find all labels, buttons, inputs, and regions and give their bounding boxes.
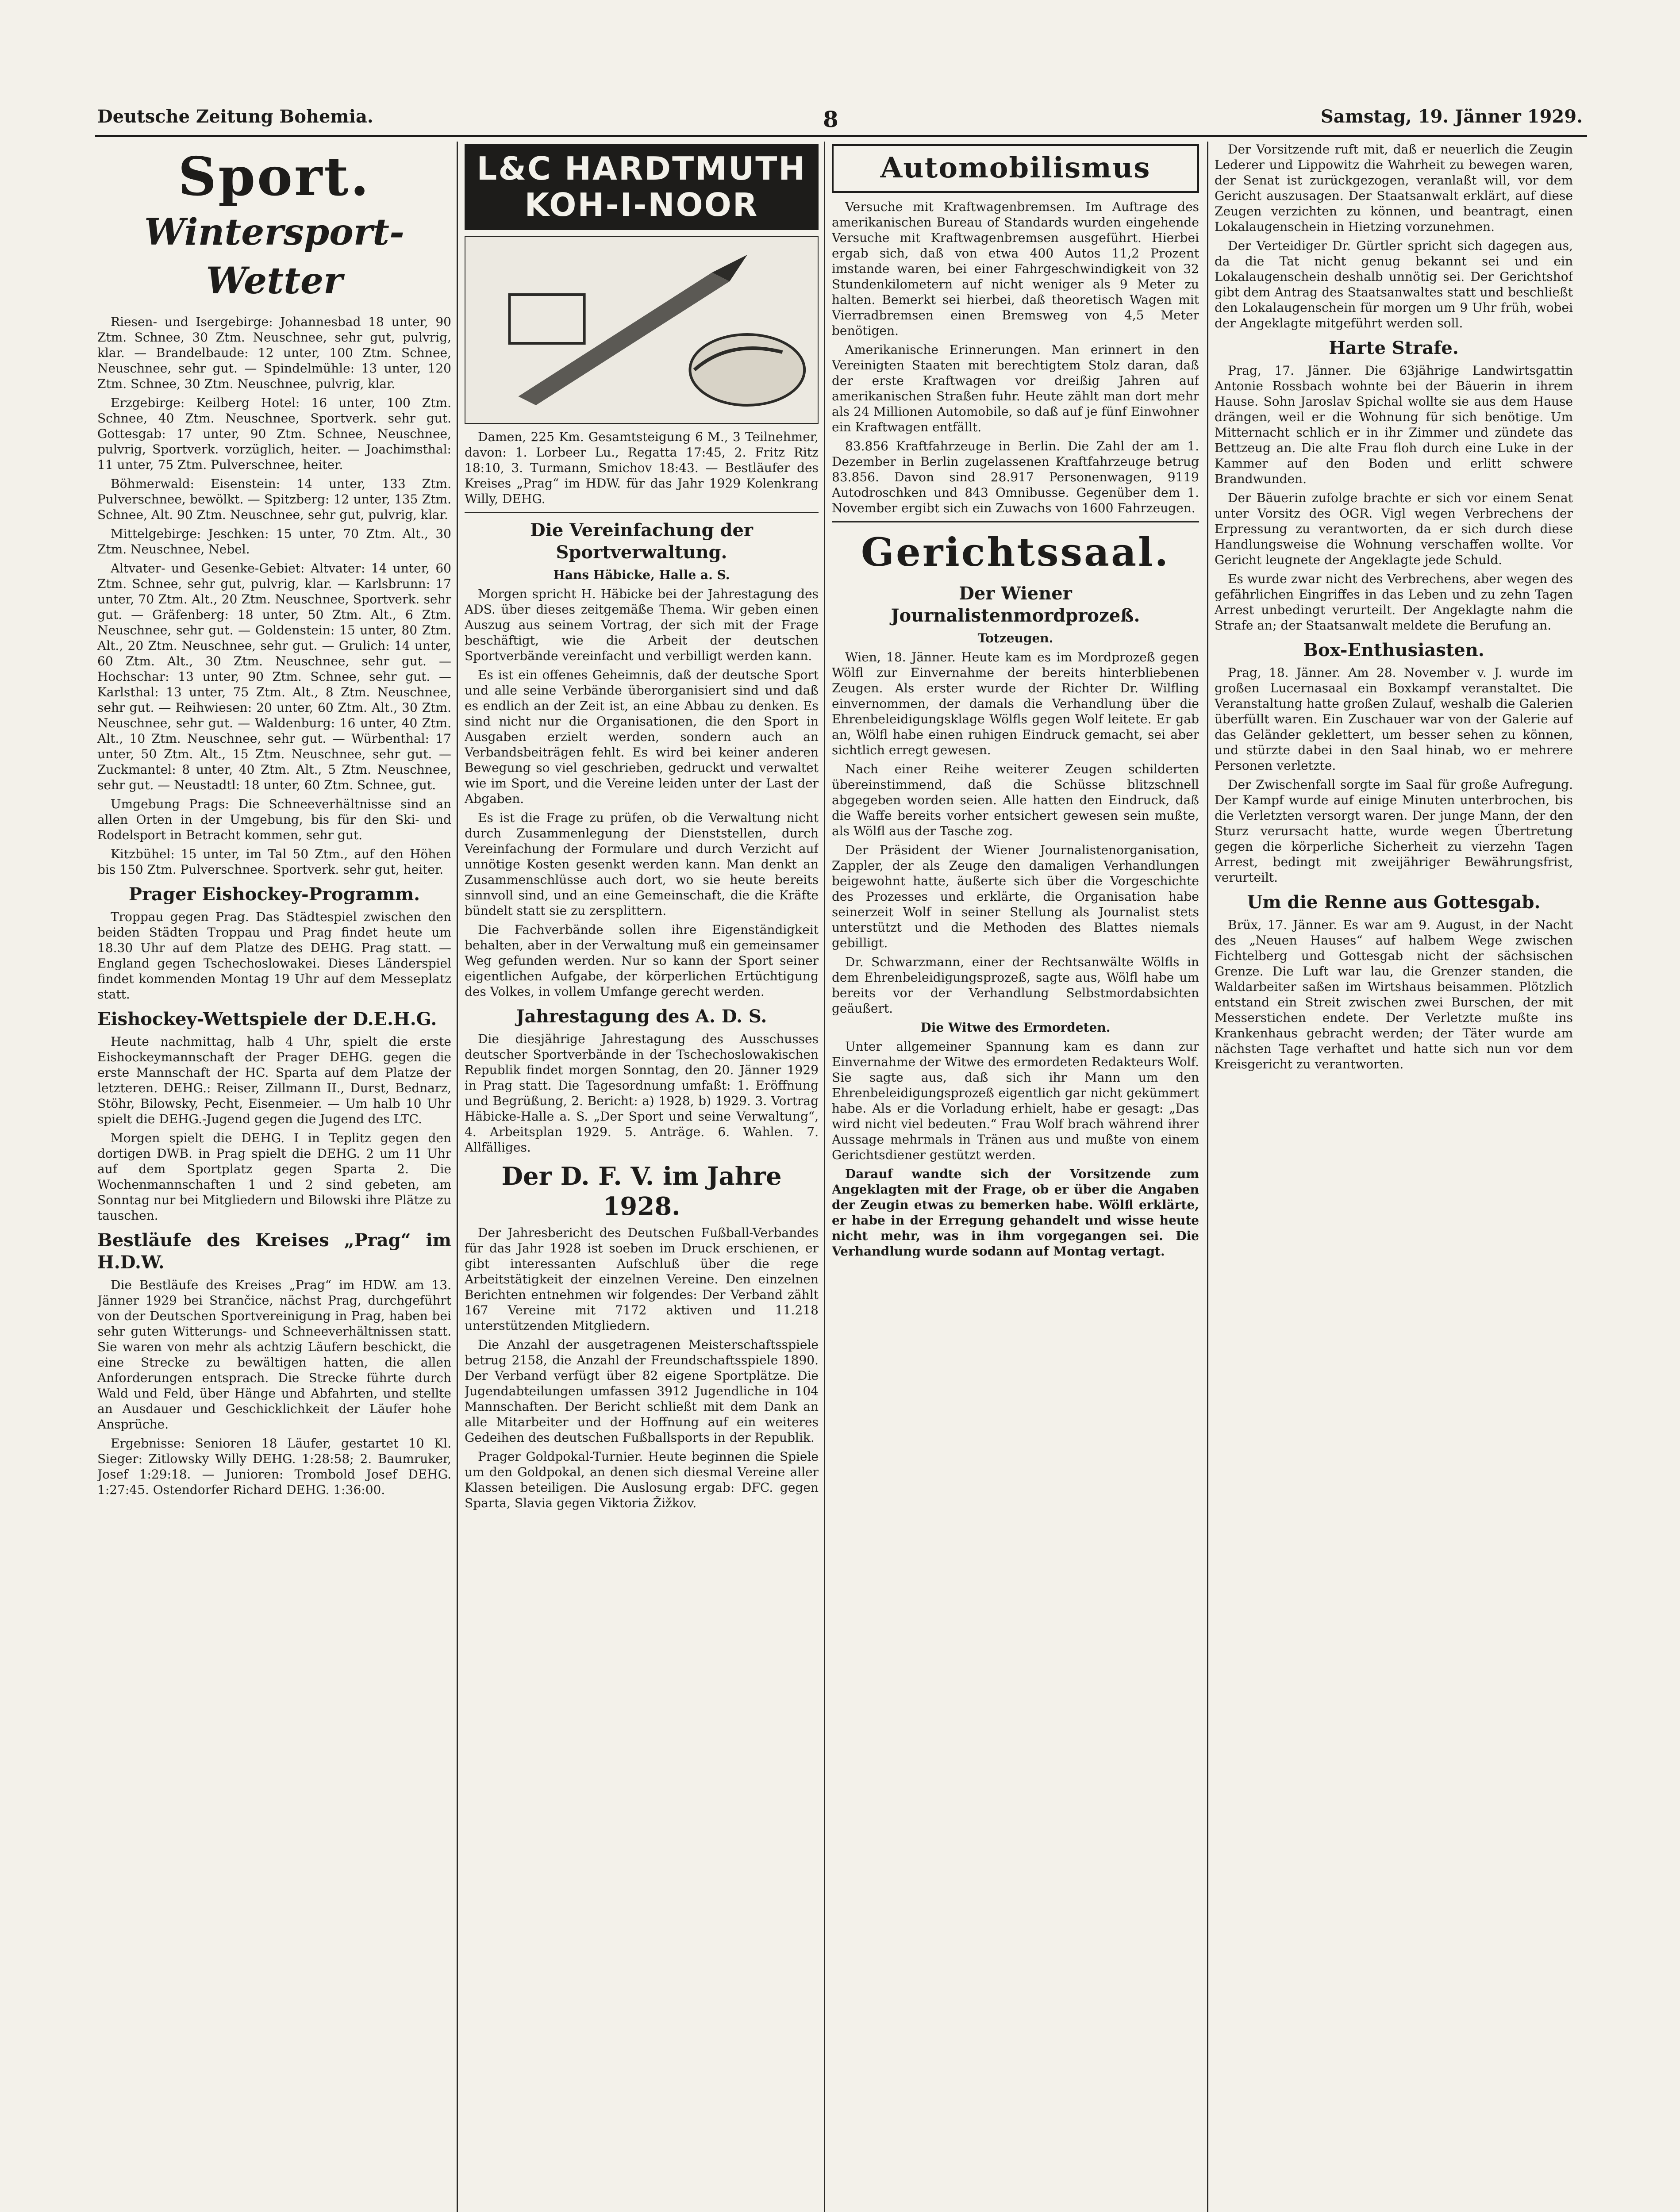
article-heading: Prager Eishockey-Programm. <box>128 884 420 905</box>
section-title: Gerichtssaal. <box>861 529 1170 575</box>
article-heading: Der D. F. V. im Jahre 1928. <box>501 1162 782 1221</box>
section-title: Automobilismus <box>880 151 1151 184</box>
article-heading: Die Vereinfachung der Sportverwaltung. <box>530 520 753 563</box>
column-divider <box>824 142 825 2212</box>
article-paragraph: Darauf wandte sich der Vorsitzende zum Angeklagten mit der Frage, ob er über die Angaben der Zeugin etwas zu bemerken habe. Wölfl erklärte, er habe in der Erregung gehandelt und wisse heute nicht mehr, was in ihm vorgegangen sei. Die Verhandlung wurde sodann auf Montag vertagt. <box>832 1167 1199 1259</box>
article-paragraph: Unter allgemeiner Spannung kam es dann zur Einvernahme der Witwe des ermordeten Redakteurs Wolf. Sie sagte aus, daß sich ihr Mann um den Ehrenbeleidigungsprozeß eigentlich gar nicht gekümmert habe. Als er die Vorladung erhielt, habe er gesagt: „Das wird nicht viel bedeuten.“ Frau Wolf brach während ihrer Aussage mehrmals in Tränen aus und mußte von einem Gerichtsdiener gestützt werden. <box>832 1039 1199 1162</box>
article-paragraph: Der Bäuerin zufolge brachte er sich vor einem Senat unter Vorsitz des OGR. Vigl wegen Verbrechens der Erpressung zu verantworten, da er sich durch diese Handlungsweise die Wohnung verschaffen wollte. Vor Gericht leugnete der Angeklagte jede Schuld. <box>1215 491 1573 567</box>
article-paragraph: Prager Goldpokal-Turnier. Heute beginnen die Spiele um den Goldpokal, an denen sich diesmal Vereine aller Klassen beteiligen. Die Auslosung ergab: DFC. gegen Sparta, Slavia gegen Viktoria Žižkov. <box>465 1449 819 1510</box>
article-heading: Jahrestagung des A. D. S. <box>516 1006 767 1027</box>
article-heading: Box-Enthusiasten. <box>1303 640 1484 661</box>
divider <box>465 512 819 513</box>
article-subheading: Totzeugen. <box>977 631 1053 645</box>
article-paragraph: Wien, 18. Jänner. Heute kam es im Mordprozeß gegen Wölfl zur Einvernahme der bereits hinterbliebenen Zeugen. Als erster wurde der Richter Dr. Wilfling einvernommen, der damals die Verhandlung über die Ehrenbeleidigungsklage Wölfls gegen Wolf leitete. Er gab an, Wölfl habe einen ruhigen Eindruck gemacht, sei aber sichtlich erregt gewesen. <box>832 650 1199 757</box>
article-paragraph: Der Jahresbericht des Deutschen Fußball-Verbandes für das Jahr 1928 ist soeben im Druck erschienen, er gibt interessanten Aufschluß über die rege Arbeitstätigkeit der einzelnen Vereine. Den einzelnen Berichten entnehmen wir folgendes: Der Verband zählt 167 Vereine mit 7172 aktiven und 11.218 unterstützenden Mitgliedern. <box>465 1225 819 1333</box>
article-heading: Bestläufe des Kreises „Prag“ im H.D.W. <box>97 1230 451 1273</box>
article-paragraph: Troppau gegen Prag. Das Städtespiel zwischen den beiden Städten Troppau und Prag findet heute um 18.30 Uhr auf dem Platze des DEHG. Prag statt. — England gegen Tschechoslowakei. Dieses Länderspiel findet kommenden Montag 19 Uhr auf dem Messeplatz statt. <box>97 910 451 1002</box>
column-1 <box>97 142 451 2212</box>
article-heading: Harte Strafe. <box>1329 338 1459 358</box>
article-paragraph: Kitzbühel: 15 unter, im Tal 50 Ztm., auf den Höhen bis 150 Ztm. Pulverschnee. Sportverk. sehr gut, heiter. <box>97 847 451 877</box>
article-heading: Der Wiener Journalistenmordprozeß. <box>891 583 1140 626</box>
column-4 <box>1215 142 1573 2212</box>
article-paragraph: Morgen spricht H. Häbicke bei der Jahrestagung des ADS. über dieses zeitgemäße Thema. Wir geben einen Auszug aus seinem Vortrag, der sich mit der Frage beschäftigt, wie die Arbeit der deutschen Sportverbände vereinfacht und verbilligt werden kann. <box>465 587 819 663</box>
article-paragraph: Prag, 18. Jänner. Am 28. November v. J. wurde im großen Lucernasaal ein Boxkampf veranstaltet. Die Veranstaltung hatte großen Zulauf, weshalb die Galerien überfüllt waren. Ein Zuschauer war von der Galerie auf das Geländer geklettert, um besser sehen zu können, und stürzte dabei in den Saal hinab, wo er mehrere Personen verletzte. <box>1215 665 1573 773</box>
article-paragraph: Damen, 225 Km. Gesamtsteigung 6 M., 3 Teilnehmer, davon: 1. Lorbeer Lu., Regatta 17:45, 2. Fritz Ritz 18:10, 3. Turmann, Smichov 18:43. — Bestläufer des Kreises „Prag“ im HDW. für das Jahr 1929 Kolenkrang Willy, DEHG. <box>465 430 819 506</box>
article-paragraph: Riesen- und Isergebirge: Johannesbad 18 unter, 90 Ztm. Schnee, 30 Ztm. Neuschnee, sehr gut, pulvrig, klar. — Brandelbaude: 12 unter, 100 Ztm. Schnee, Neuschnee, sehr gut. — Spindelmühle: 13 unter, 120 Ztm. Schnee, 30 Ztm. Neuschnee, pulvrig, klar. <box>97 315 451 391</box>
article-paragraph: Der Präsident der Wiener Journalistenorganisation, Zappler, der als Zeuge den damaligen Verhandlungen beigewohnt hatte, äußerte sich über die Vorgeschichte des Prozesses und erklärte, die Organisation habe seinerzeit Wolf in seiner Stellung als Journalist stets unterstützt und die Methoden des Blattes niemals gebilligt. <box>832 843 1199 950</box>
column-2 <box>465 142 819 2212</box>
column-divider <box>457 142 458 2212</box>
article-paragraph: Umgebung Prags: Die Schneeverhältnisse sind an allen Orten in der Umgebung, bis für den Ski- und Rodelsport in Betracht kommen, sehr gut. <box>97 797 451 842</box>
article-paragraph: Nach einer Reihe weiterer Zeugen schilderten übereinstimmend, daß die Schüsse blitzschnell abgegeben worden seien. Alle hatten den Eindruck, daß die Waffe bereits vorher entsichert gewesen sein mußte, als Wölfl aus der Tasche zog. <box>832 762 1199 838</box>
issue-date: Samstag, 19. Jänner 1929. <box>1320 106 1583 127</box>
article-paragraph: Altvater- und Gesenke-Gebiet: Altvater: 14 unter, 60 Ztm. Schnee, sehr gut, pulvrig, klar. — Karlsbrunn: 17 unter, 70 Ztm. Alt., 20 Ztm. Neuschnee, Sportverk. sehr gut. — Gräfenberg: 18 unter, 50 Ztm. Alt., 6 Ztm. Neuschnee, sehr gut. — Goldenstein: 15 unter, 80 Ztm. Alt., 20 Ztm. Neuschnee, sehr gut. — Grulich: 14 unter, 60 Ztm. Alt., 30 Ztm. Neuschnee, sehr gut. — Hochschar: 13 unter, 90 Ztm. Schnee, sehr gut. — Karlsthal: 13 unter, 75 Ztm. Alt., 8 Ztm. Neuschnee, sehr gut. — Reihwiesen: 20 unter, 60 Ztm. Alt., 30 Ztm. Neuschnee, sehr gut. — Waldenburg: 16 unter, 40 Ztm. Alt., 10 Ztm. Neuschnee, sehr gut. — Würbenthal: 17 unter, 50 Ztm. Alt., 15 Ztm. Neuschnee, sehr gut. — Zuckmantel: 8 unter, 40 Ztm. Alt., 5 Ztm. Neuschnee, sehr gut. — Neustadtl: 18 unter, 60 Ztm. Schnee, gut. <box>97 561 451 792</box>
article-paragraph: Es ist ein offenes Geheimnis, daß der deutsche Sport und alle seine Verbände überorganisiert sind und daß es endlich an der Zeit ist, an eine Abbau zu denken. Es sind nicht nur die Organisationen, die den Sport in Ausgaben erzielt werden, sondern auch an Verbandsbeiträgen fehlt. Es wird bei keiner anderen Bewegung so viel geschrieben, gedruckt und verwaltet wie im Sport, und die Vereine leiden unter der Last der Abgaben. <box>465 668 819 806</box>
article-paragraph: Die Bestläufe des Kreises „Prag“ im HDW. am 13. Jänner 1929 bei Strančice, nächst Prag, durchgeführt von der Deutschen Sportvereinigung in Prag, haben bei sehr guten Witterungs- und Schneeverhältnissen statt. Sie waren von mehr als achtzig Läufern beschickt, die eine Strecke zu bewältigen hatten, die allen Anforderungen entsprach. Die Strecke führte durch Wald und Feld, über Hänge und Abfahrten, und stellte an Ausdauer und Geschicklichkeit der Läufer hohe Ansprüche. <box>97 1278 451 1432</box>
column-3 <box>832 142 1199 2212</box>
article-paragraph: Brüx, 17. Jänner. Es war am 9. August, in der Nacht des „Neuen Hauses“ auf halbem Wege zwischen Fichtelberg und Gottesgab nicht der sächsischen Grenze. Die Luft war lau, die Grenzer standen, die Waldarbeiter saßen im Wirtshaus beisammen. Plötzlich entstand ein Streit zwischen zwei Burschen, der mit Messerstichen endete. Der Verletzte mußte ins Krankenhaus gebracht werden; der Täter wurde am nächsten Tage verhaftet und hatte sich nun vor dem Kreisgericht zu verantworten. <box>1215 918 1573 1071</box>
article-paragraph: Böhmerwald: Eisenstein: 14 unter, 133 Ztm. Pulverschnee, bewölkt. — Spitzberg: 12 unter, 135 Ztm. Schnee, Alt. 90 Ztm. Neuschnee, sehr gut, pulvrig, klar. <box>97 476 451 522</box>
article-paragraph: Ergebnisse: Senioren 18 Läufer, gestartet 10 Kl. Sieger: Zitlowsky Willy DEHG. 1:28:58; 2. Baumruker, Josef 1:29:18. — Junioren: Trombold Josef DEHG. 1:27:45. Ostendorfer Richard DEHG. 1:36:00. <box>97 1436 451 1497</box>
header-rule <box>95 135 1587 137</box>
column-divider <box>1207 142 1208 2212</box>
divider <box>832 521 1199 522</box>
section-box <box>832 144 1199 193</box>
article-paragraph: 83.856 Kraftfahrzeuge in Berlin. Die Zahl der am 1. Dezember in Berlin zugelassenen Kraftfahrzeuge betrug 83.856. Davon sind 28.917 Personenwagen, 9119 Autodroschken und 843 Omnibusse. Gegenüber dem 1. November ergibt sich ein Zuwachs von 1600 Fahrzeugen. <box>832 439 1199 515</box>
article-paragraph: Die Fachverbände sollen ihre Eigenständigkeit behalten, aber in der Verwaltung muß ein gemeinsamer Weg gefunden werden. Nur so kann der Sport seiner eigentlichen Aufgabe, der körperlichen Ertüchtigung des Volkes, in vollem Umfange gerecht werden. <box>465 922 819 999</box>
advertisement <box>465 144 819 230</box>
article-paragraph: Die Anzahl der ausgetragenen Meisterschaftsspiele betrug 2158, die Anzahl der Freundschaftsspiele 1890. Der Verband verfügt über 82 eigene Sportplätze. Die Jugendabteilungen umfassen 3912 Jugendliche in 104 Mannschaften. Der Bericht schließt mit dem Dank an alle Mitarbeiter und der Hoffnung auf ein weiteres Gedeihen des deutschen Fußballsports in der Republik. <box>465 1337 819 1445</box>
ad-title: L&C HARDTMUTH KOH-I-NOOR <box>477 150 807 223</box>
ad-illustration-pencil-hand <box>465 236 819 424</box>
article-heading: Eishockey-Wettspiele der D.E.H.G. <box>97 1009 437 1029</box>
article-paragraph: Versuche mit Kraftwagenbremsen. Im Auftrage des amerikanischen Bureau of Standards wurden eingehende Versuche mit Kraftwagenbremsen ausgeführt. Hierbei ergab sich, daß von etwa 400 Autos 11,2 Prozent imstande waren, bei einer Fahrgeschwindigkeit von 32 Stundenkilometern auf nicht weniger als 9 Meter zu halten. Bemerkt sei hierbei, daß theoretisch Wagen mit Vierradbremsen einen Bremsweg von 4,5 Meter benötigen. <box>832 200 1199 338</box>
section-title: Sport. <box>178 146 371 208</box>
article-paragraph: Der Verteidiger Dr. Gürtler spricht sich dagegen aus, da die Tat nicht genug bekannt sei und ein Lokalaugenschein deshalb unnötig sei. Der Gerichtshof gibt dem Antrag des Staatsanwaltes statt und beschließt den Lokalaugenschein für morgen um 9 Uhr früh, wobei der Angeklagte mitgeführt werden soll. <box>1215 238 1573 330</box>
article-paragraph: Heute nachmittag, halb 4 Uhr, spielt die erste Eishockeymannschaft der Prager DEHG. gegen die erste Mannschaft der HC. Sparta auf dem Platze der letzteren. DEHG.: Reiser, Zillmann II., Durst, Bednarz, Stöhr, Bilowsky, Pecht, Eisenmeier. — Um halb 10 Uhr spielt die DEHG.-Jugend gegen die Jugend des LTC. <box>97 1034 451 1126</box>
article-paragraph: Der Vorsitzende ruft mit, daß er neuerlich die Zeugin Lederer und Lippowitz die Wahrheit zu bewegen waren, der Senat ist zurückgezogen, veranlaßt will, vor dem Gericht auszusagen. Der Staatsanwalt erklärt, auf diese Zeugen verzichten zu können, und beantragt, einen Lokalaugenschein in Hietzing vorzunehmen. <box>1215 142 1573 234</box>
article-paragraph: Amerikanische Erinnerungen. Man erinnert in den Vereinigten Staaten mit berechtigtem Stolz daran, daß der erste Kraftwagen vor dreißig Jahren auf amerikanischen Straßen fuhr. Heute zählt man dort mehr als 24 Millionen Automobile, so daß auf je fünf Einwohner ein Kraftwagen entfällt. <box>832 342 1199 434</box>
masthead: Deutsche Zeitung Bohemia. <box>97 106 373 127</box>
article-subheading: Die Witwe des Ermordeten. <box>920 1020 1111 1035</box>
article-byline: Hans Häbicke, Halle a. S. <box>553 568 730 582</box>
article-paragraph: Mittelgebirge: Jeschken: 15 unter, 70 Ztm. Alt., 30 Ztm. Neuschnee, Nebel. <box>97 526 451 557</box>
article-paragraph: Es wurde zwar nicht des Verbrechens, aber wegen des gefährlichen Eingriffes in das Leben und zu zehn Tagen Arrest unbedingt verurteilt. Der Angeklagte nahm die Strafe an; der Staatsanwalt meldete die Berufung an. <box>1215 572 1573 633</box>
article-paragraph: Erzgebirge: Keilberg Hotel: 16 unter, 100 Ztm. Schnee, 40 Ztm. Neuschnee, Sportverk. sehr gut. Gottesgab: 17 unter, 90 Ztm. Schnee, Neuschnee, pulvrig, Sportverk. vorzüglich, heiter. — Joachimsthal: 11 unter, 75 Ztm. Pulverschnee, heiter. <box>97 396 451 472</box>
article-title: Wintersport-Wetter <box>144 211 404 302</box>
article-paragraph: Der Zwischenfall sorgte im Saal für große Aufregung. Der Kampf wurde auf einige Minuten unterbrochen, bis die Verletzten versorgt waren. Der junge Mann, der den Sturz verursacht hatte, wurde wegen Übertretung gegen die körperliche Sicherheit zu vierzehn Tagen Arrest, bedingt mit zweijähriger Bewährungsfrist, verurteilt. <box>1215 777 1573 885</box>
page-number: 8 <box>823 106 838 132</box>
article-heading: Um die Renne aus Gottesgab. <box>1247 892 1541 913</box>
article-paragraph: Es ist die Frage zu prüfen, ob die Verwaltung nicht durch Zusammenlegung der Dienststellen, durch Vereinfachung der Formulare und durch Verzicht auf unnötige Kosten gesenkt werden kann. Man denkt an Zusammenschlüsse auch dort, wo sie heute bereits sinnvoll sind, und an eine Gemeinschaft, die die Kräfte bündelt statt sie zu zersplittern. <box>465 810 819 918</box>
page-header <box>97 106 1583 133</box>
article-paragraph: Morgen spielt die DEHG. I in Teplitz gegen den dortigen DWB. in Prag spielt die DEHG. 2 um 11 Uhr auf dem Sportplatz gegen Sparta 2. Die Wochenmannschaften 1 und 2 sind gebeten, am Sonntag nur bei Mitgliedern und Bilowski ihre Plätze zu tauschen. <box>97 1131 451 1223</box>
article-paragraph: Die diesjährige Jahrestagung des Ausschusses deutscher Sportverbände in der Tschechoslowakischen Republik findet morgen Sonntag, den 20. Jänner 1929 in Prag statt. Die Tagesordnung umfaßt: 1. Eröffnung und Begrüßung, 2. Bericht: a) 1928, b) 1929. 3. Vortrag Häbicke-Halle a. S. „Der Sport und seine Verwaltung“, 4. Arbeitsplan 1929. 5. Anträge. 6. Wahlen. 7. Allfälliges. <box>465 1032 819 1155</box>
article-paragraph: Prag, 17. Jänner. Die 63jährige Landwirtsgattin Antonie Rossbach wohnte bei der Bäuerin in ihrem Hause. Sohn Jaroslav Spichal wollte sie aus dem Hause drängen, weil er die Wohnung für sich benötige. Um Mitternacht schlich er in ihr Zimmer und zündete das Bettzeug an. Die alte Frau floh durch eine Luke in der Kammer auf den Boden und erlitt schwere Brandwunden. <box>1215 363 1573 486</box>
article-paragraph: Dr. Schwarzmann, einer der Rechtsanwälte Wölfls in dem Ehrenbeleidigungsprozeß, sagte aus, Wölfl habe um bereits vor der Verhandlung Selbstmordabsichten geäußert. <box>832 955 1199 1016</box>
